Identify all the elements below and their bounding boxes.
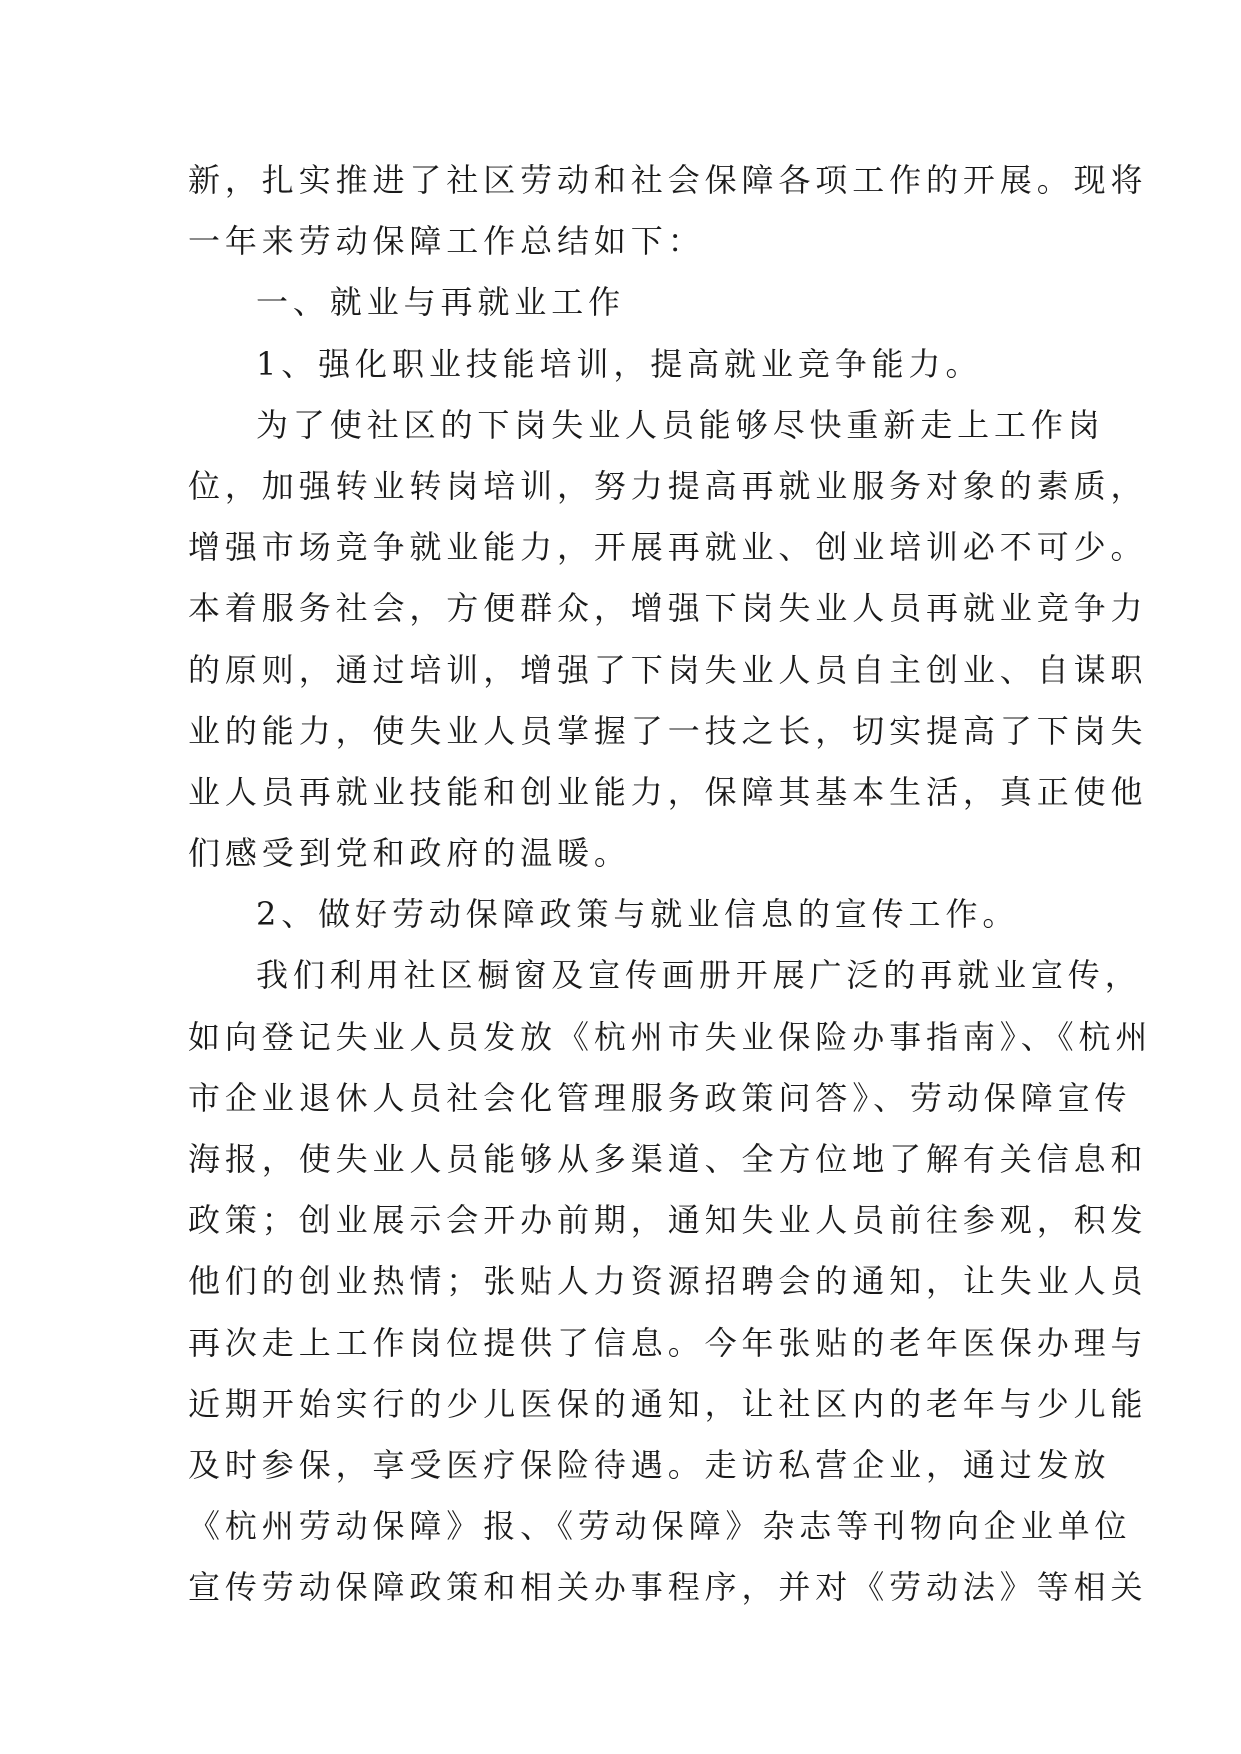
paragraph-start: 为了使社区的下岗失业人员能够尽快重新走上工作岗 [256, 405, 1105, 444]
text-line: 如向登记失业人员发放《杭州市失业保险办事指南》、《杭州 [188, 1017, 1153, 1056]
text-line: 海报，使失业人员能够从多渠道、全方位地了解有关信息和 [188, 1140, 1148, 1178]
text-line: 政策；创业展示会开办前期，通知失业人员前往参观，积发 [188, 1201, 1148, 1240]
text-line: 本着服务社会，方便群众，增强下岗失业人员再就业竞争力 [188, 589, 1148, 628]
text-line: 近期开始实行的少儿医保的通知，让社区内的老年与少儿能 [188, 1384, 1148, 1423]
text-line: 宣传劳动保障政策和相关办事程序，并对《劳动法》等相关 [188, 1568, 1148, 1607]
text-line: 业的能力，使失业人员掌握了一技之长，切实提高了下岗失 [188, 711, 1148, 750]
text-line: 的原则，通过培训，增强了下岗失业人员自主创业、自谋职 [188, 650, 1148, 689]
subsection-heading: 1、强化职业技能培训，提高就业竞争能力。 [256, 344, 983, 383]
text-line: 他们的创业热情；张贴人力资源招聘会的通知，让失业人员 [188, 1262, 1148, 1301]
text-line: 及时参保，享受医疗保险待遇。走访私营企业，通过发放 [188, 1445, 1111, 1484]
subsection-heading: 2、做好劳动保障政策与就业信息的宣传工作。 [256, 895, 1020, 934]
paragraph-start: 我们利用社区橱窗及宣传画册开展广泛的再就业宣传， [256, 956, 1142, 995]
text-line: 位，加强转业转岗培训，努力提高再就业服务对象的素质， [188, 466, 1148, 505]
text-line: 业人员再就业技能和创业能力，保障其基本生活，真正使他 [188, 772, 1148, 811]
text-line: 再次走上工作岗位提供了信息。今年张贴的老年医保办理与 [188, 1323, 1148, 1362]
text-line: 们感受到党和政府的温暖。 [188, 834, 631, 873]
text-line: 新，扎实推进了社区劳动和社会保障各项工作的开展。现将 [188, 161, 1148, 199]
text-line: 增强市场竞争就业能力，开展再就业、创业培训必不可少。 [188, 528, 1148, 567]
document-page [188, 150, 1153, 1619]
text-line: 《杭州劳动保障》报、《劳动保障》杂志等刊物向企业单位 [188, 1507, 1132, 1546]
text-line: 市企业退休人员社会化管理服务政策问答》、劳动保障宣传 [188, 1078, 1132, 1117]
section-heading: 一、就业与再就业工作 [256, 283, 626, 322]
text-line: 一年来劳动保障工作总结如下： [188, 222, 705, 261]
